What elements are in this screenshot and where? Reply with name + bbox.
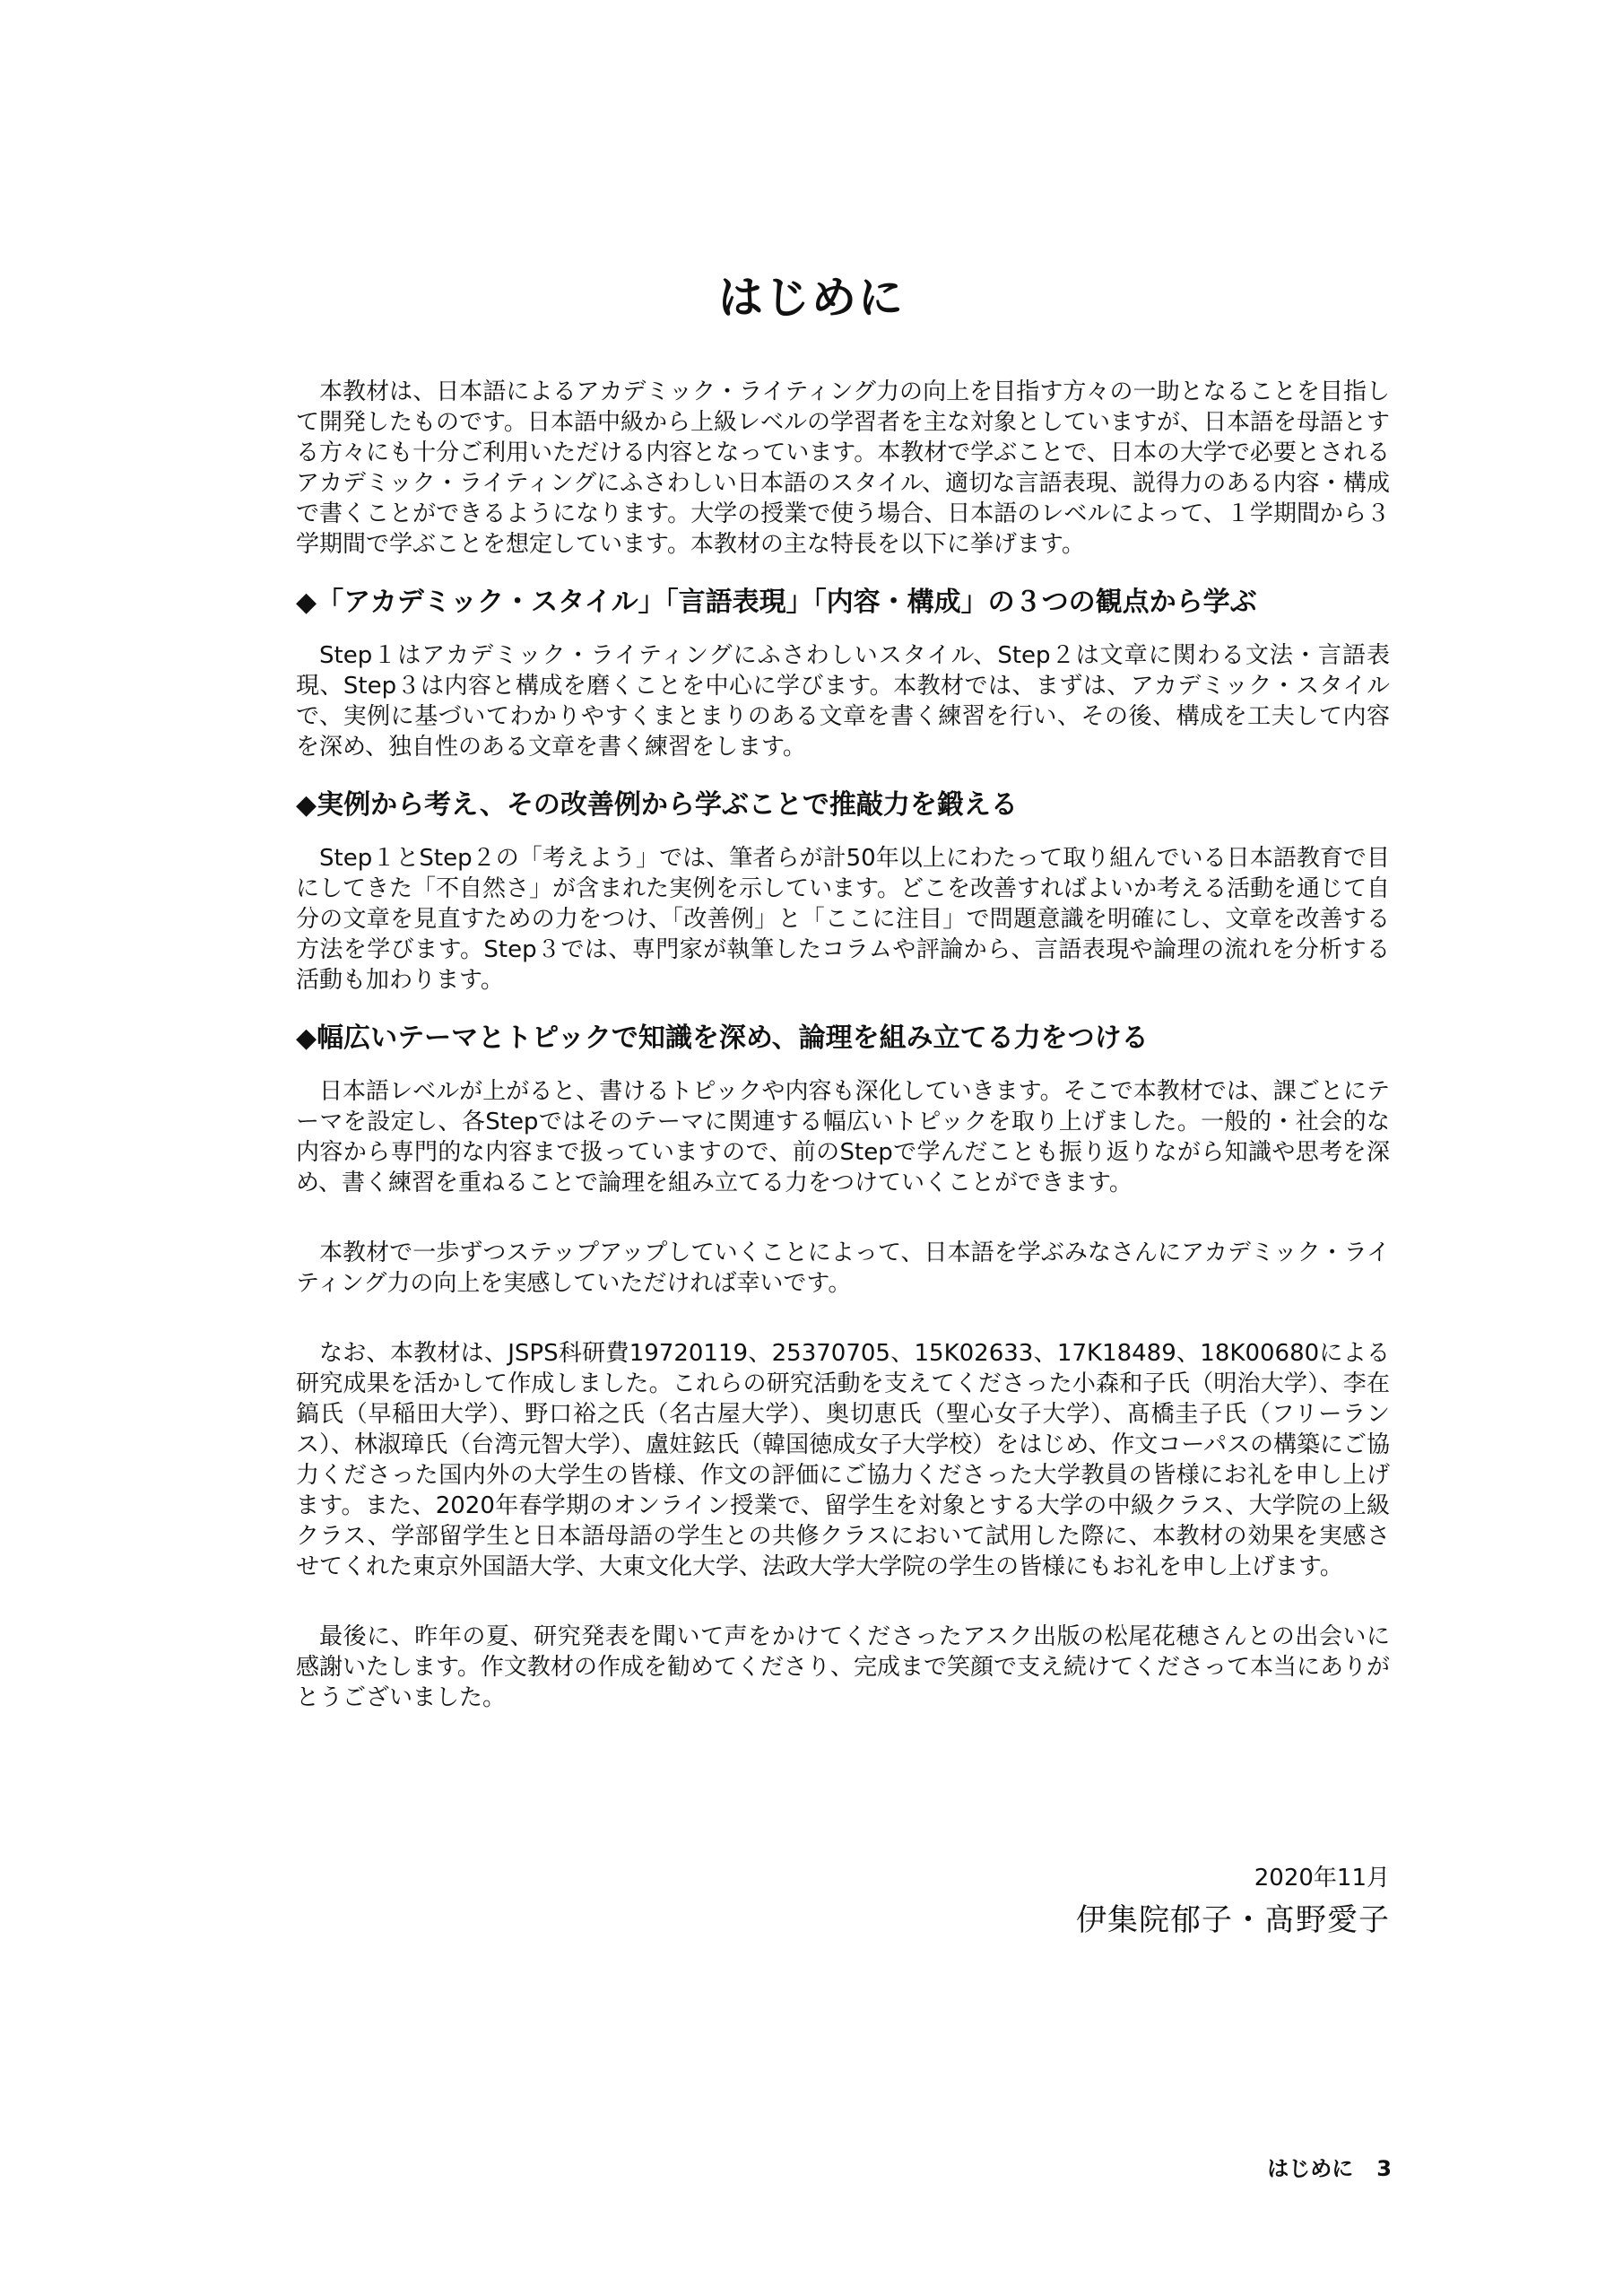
section-body-1: Step１はアカデミック・ライティングにふさわしいスタイル、Step２は文章に関わる文法・言語表現、Step３は内容と構成を磨くことを中心に学びます。本教材では、まずは、アカデミック・スタイルで、実例に基づいてわかりやすくまとまりのある文章を書く練習を行い、その後、構成を工夫して内容を深め、独自性のある文章を書く練習をします。: [296, 642, 1390, 761]
closing-paragraph-1: 本教材で一歩ずつステップアップしていくことによって、日本語を学ぶみなさんにアカデミック・ライティング力の向上を実感していただければ幸いです。: [296, 1239, 1390, 1297]
page-footer: [1267, 2151, 1392, 2182]
intro-paragraph: 本教材は、日本語によるアカデミック・ライティング力の向上を目指す方々の一助となることを目指して開発したものです。日本語中級から上級レベルの学習者を主な対象としていますが、日本語を母語とする方々にも十分ご利用いただける内容となっています。本教材で学ぶことで、日本の大学で必要とされるアカデミック・ライティングにふさわしい日本語のスタイル、適切な言語表現、説得力のある内容・構成で書くことができるようになります。大学の授業で使う場合、日本語のレベルによって、１学期間から３学期間で学ぶことを想定しています。本教材の主な特長を以下に挙げます。: [296, 378, 1390, 558]
body-content: [296, 377, 1390, 1713]
section-heading-1: ◆「アカデミック・スタイル」「言語表現」「内容・構成」の３つの観点から学ぶ: [296, 587, 1257, 618]
page-title: はじめに: [718, 272, 905, 324]
closing-paragraph-2: なお、本教材は、JSPS科研費19720119、25370705、15K02633、17K18489、18K00680による研究成果を活かして作成しました。これらの研究活動を支えてくださった小森和子氏（明治大学）、李在鎬氏（早稲田大学）、野口裕之氏（名古屋大学）、奥切恵氏（聖心女子大学）、髙橋圭子氏（フリーランス）、林淑璋氏（台湾元智大学）、盧妵鉉氏（韓国徳成女子大学校）をはじめ、作文コーパスの構築にご協力くださった国内外の大学生の皆様、作文の評価にご協力くださった大学教員の皆様にお礼を申し上げます。また、2020年春学期のオンライン授業で、留学生を対象とする大学の中級クラス、大学院の上級クラス、学部留学生と日本語母語の学生との共修クラスにおいて試用した際に、本教材の効果を実感させてくれた東京外国語大学、大東文化大学、法政大学大学院の学生の皆様にもお礼を申し上げます。: [296, 1340, 1390, 1580]
section-heading-2: ◆実例から考え、その改善例から学ぶことで推敲力を鍛える: [296, 789, 1018, 821]
authors: 伊集院郁子・髙野愛子: [1076, 1902, 1390, 1938]
section-body-2: Step１とStep２の「考えよう」では、筆者らが計50年以上にわたって取り組んでいる日本語教育で目にしてきた「不自然さ」が含まれた実例を示しています。どこを改善すればよいか考える活動を通じて自分の文章を見直すための力をつけ、「改善例」と「ここに注目」で問題意識を明確にし、文章を改善する方法を学びます。Step３では、専門家が執筆したコラムや評論から、言語表現や論理の流れを分析する活動も加わります。: [296, 845, 1391, 994]
closing-paragraph-3: 最後に、昨年の夏、研究発表を聞いて声をかけてくださったアスク出版の松尾花穂さんとの出会いに感謝いたします。作文教材の作成を勧めてくださり、完成まで笑顔で支え続けてくださって本当にありがとうございました。: [296, 1623, 1390, 1711]
section-heading-3: ◆幅広いテーマとトピックで知識を深め、論理を組み立てる力をつける: [296, 1022, 1149, 1054]
date: 2020年11月: [1254, 1865, 1390, 1892]
page-number: 3: [1376, 2156, 1392, 2181]
footer-section-name: はじめに: [1267, 2156, 1354, 2181]
section-body-3: 日本語レベルが上がると、書けるトピックや内容も深化していきます。そこで本教材では、課ごとにテーマを設定し、各Stepではそのテーマに関連する幅広いトピックを取り上げました。一般的・社会的な内容から専門的な内容まで扱っていますので、前のStepで学んだことも振り返りながら知識や思考を深め、書く練習を重ねることで論理を組み立てる力をつけていくことができます。: [296, 1078, 1390, 1196]
